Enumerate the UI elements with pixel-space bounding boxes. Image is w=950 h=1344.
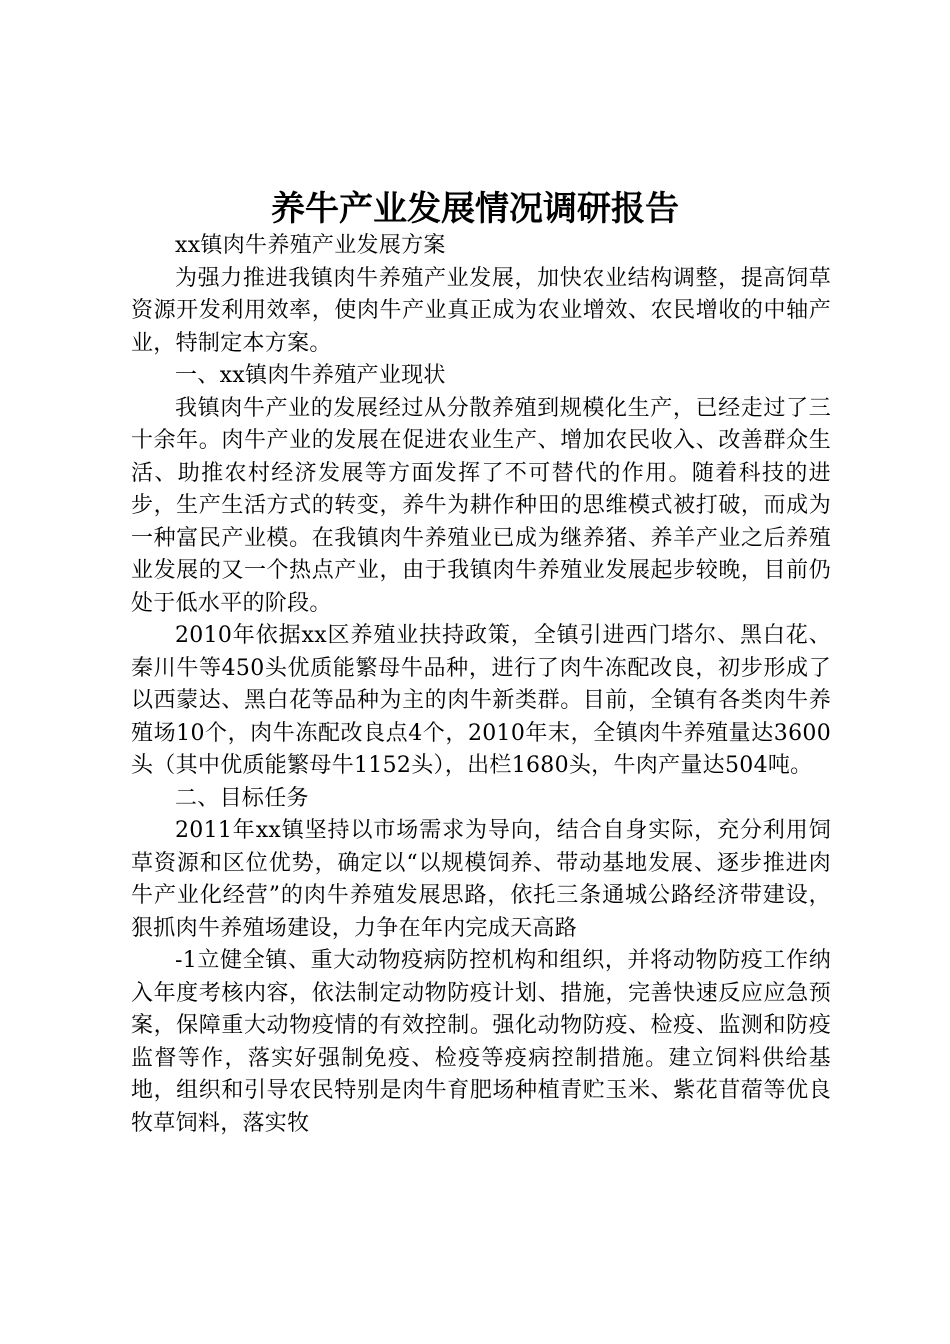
paragraph-2010-stats: 2010年依据xx区养殖业扶持政策，全镇引进西门塔尔、黑白花、秦川牛等450头优质能繁母牛品种，进行了肉牛冻配改良，初步形成了以西蒙达、黑白花等品种为主的肉牛新类群。目前，全镇有各类肉牛养殖场10个，肉牛冻配改良点4个，2010年末，全镇肉牛养殖量达3600头（其中优质能繁母牛1152头），出栏1680头，牛肉产量达504吨。 bbox=[131, 623, 831, 778]
paragraph-intro: 为强力推进我镇肉牛养殖产业发展，加快农业结构调整，提高饲草资源开发利用效率，使肉牛产业真正成为农业增效、农民增收的中轴产业，特制定本方案。 bbox=[131, 265, 831, 356]
section-heading-goals: 二、目标任务 bbox=[175, 785, 309, 811]
paragraph-2011-goals: 2011年xx镇坚持以市场需求为导向，结合自身实际，充分利用饲草资源和区位优势，确定以“以规模饲养、带动基地发展、逐步推进肉牛产业化经营”的肉牛养殖发展思路，依托三条通城公路经济带建设，狠抓肉牛养殖场建设，力争在年内完成天高路 bbox=[131, 818, 831, 941]
paragraph-disease-control: -1立健全镇、重大动物疫病防控机构和组织，并将动物防疫工作纳入年度考核内容，依法制定动物防疫计划、措施，完善快速反应应急预案，保障重大动物疫情的有效控制。强化动物防疫、检疫、监测和防疫监督等作，落实好强制免疫、检疫等疫病控制措施。建立饲料供给基地，组织和引导农民特别是肉牛育肥场种植青贮玉米、紫花苜蓿等优良牧草饲料，落实牧 bbox=[131, 948, 831, 1136]
section-heading-status: 一、xx镇肉牛养殖产业现状 bbox=[175, 363, 446, 388]
paragraph-plan-heading: xx镇肉牛养殖产业发展方案 bbox=[175, 233, 446, 258]
paragraph-status: 我镇肉牛产业的发展经过从分散养殖到规模化生产，已经走过了三十余年。肉牛产业的发展在促进农业生产、增加农民收入、改善群众生活、助推农村经济发展等方面发挥了不可替代的作用。随着科技的进步，生产生活方式的转变，养牛为耕作种田的思维模式被打破，而成为一种富民产业模。在我镇肉牛养殖业已成为继养猪、养羊产业之后养殖业发展的又一个热点产业，由于我镇肉牛养殖业发展起步较晚，目前仍处于低水平的阶段。 bbox=[131, 395, 831, 616]
document-body bbox=[131, 230, 831, 1140]
document-title: 养牛产业发展情况调研报告 bbox=[271, 189, 679, 229]
